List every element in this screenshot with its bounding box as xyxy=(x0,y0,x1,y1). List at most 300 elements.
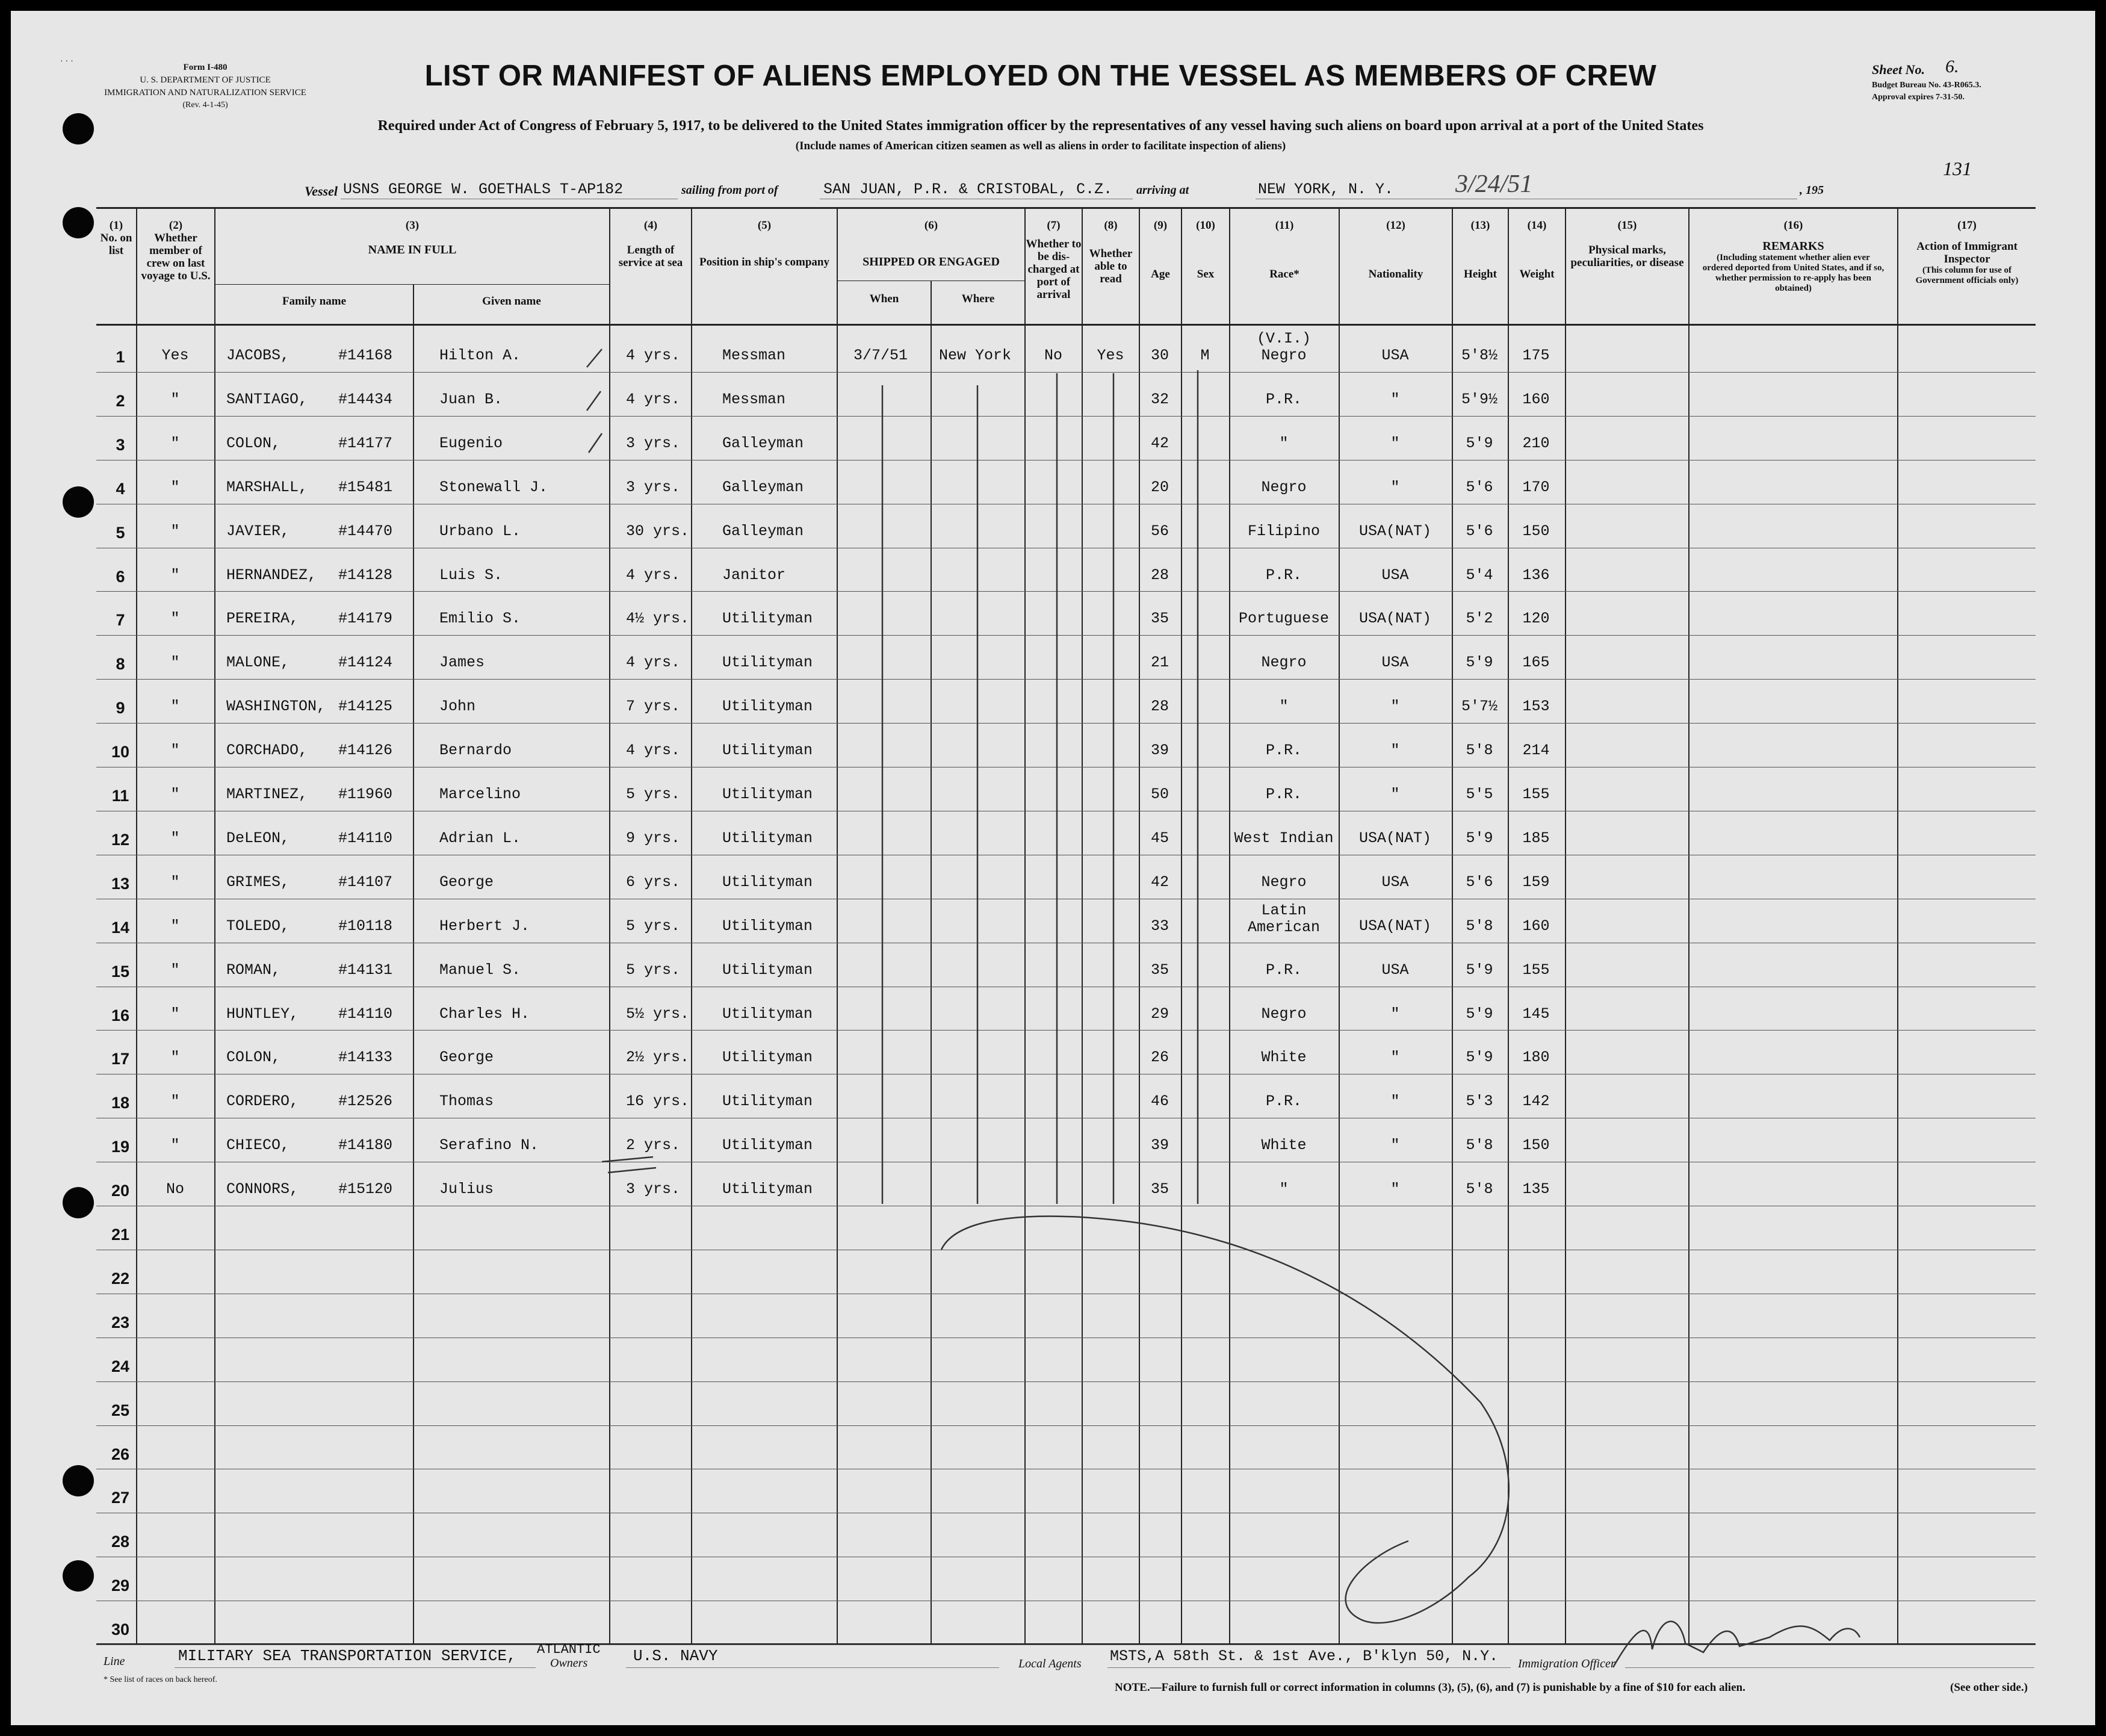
budget-bureau: Budget Bureau No. 43-R065.3. xyxy=(1872,81,1981,90)
cell-nationality: " xyxy=(1390,1180,1400,1198)
cell-given: George xyxy=(439,873,494,891)
cell-height: 5'9 xyxy=(1466,1005,1493,1023)
owners-value: U.S. NAVY xyxy=(633,1647,718,1665)
cell-family: WASHINGTON, xyxy=(226,698,326,716)
cell-num: #14470 xyxy=(338,522,393,540)
cell-position: Utilityman xyxy=(722,698,813,716)
cell-weight: 153 xyxy=(1522,698,1550,716)
cell-race: P.R. xyxy=(1265,742,1302,760)
cell-height: 5'8 xyxy=(1466,917,1493,935)
cell-discharged: No xyxy=(1044,347,1063,364)
form-number: Form I-480 xyxy=(183,63,228,72)
row-number: 8 xyxy=(116,655,125,674)
cell-nationality: USA xyxy=(1381,654,1409,672)
cell-family: CHIECO, xyxy=(226,1136,290,1155)
cell-family: PEREIRA, xyxy=(226,610,299,628)
cell-position: Utilityman xyxy=(722,1005,813,1023)
cell-height: 5'9 xyxy=(1466,829,1493,847)
cell-family: ROMAN, xyxy=(226,961,281,979)
cell-num: #14110 xyxy=(338,1005,393,1023)
cell-given: Adrian L. xyxy=(439,829,521,847)
void-loop xyxy=(941,1217,1509,1623)
cell-service: 5 yrs. xyxy=(626,786,681,803)
agents-label: Local Agents xyxy=(1018,1657,1082,1670)
cell-height: 5'9 xyxy=(1466,1049,1493,1067)
arrival-date: 3/24/51 xyxy=(1455,170,1533,198)
cell-position: Utilityman xyxy=(722,829,813,847)
cell-weight: 150 xyxy=(1522,522,1550,540)
cell-service: 4 yrs. xyxy=(626,347,681,364)
cell-race-note: (V.I.) xyxy=(1256,330,1312,347)
officer-label: Immigration Officer xyxy=(1518,1657,1615,1670)
cell-member: " xyxy=(170,654,180,672)
cell-race: Negro xyxy=(1261,1005,1307,1023)
stamp-number: 131 xyxy=(1943,158,1972,179)
cell-given: Hilton A. xyxy=(439,347,521,364)
cell-age: 46 xyxy=(1150,1093,1169,1111)
col2-header: (2) Whether member of crew on last voyage to U.S. xyxy=(141,219,211,282)
cell-nationality: " xyxy=(1390,434,1400,452)
cell-height: 5'8½ xyxy=(1461,347,1498,364)
cell-nationality: " xyxy=(1390,1093,1400,1111)
cell-position: Utilityman xyxy=(722,786,813,803)
cell-family: COLON, xyxy=(226,1049,281,1067)
cell-sex: M xyxy=(1200,347,1210,364)
cell-member: " xyxy=(170,434,180,452)
cell-race: " xyxy=(1279,698,1289,716)
cell-position: Utilityman xyxy=(722,654,813,672)
cell-member: " xyxy=(170,742,180,760)
col11-header: (11) Race* xyxy=(1269,219,1299,281)
cell-given: Urbano L. xyxy=(439,522,521,540)
sailing-port: SAN JUAN, P.R. & CRISTOBAL, C.Z. xyxy=(823,181,1113,198)
line-label: Line xyxy=(104,1655,125,1668)
cell-nationality: " xyxy=(1390,1049,1400,1067)
cell-given: Eugenio xyxy=(439,434,503,452)
sailing-label: sailing from port of xyxy=(681,184,778,197)
cell-height: 5'8 xyxy=(1466,1180,1493,1198)
row-number: 17 xyxy=(111,1050,130,1068)
cell-weight: 175 xyxy=(1522,347,1550,364)
cell-nationality: USA(NAT) xyxy=(1358,522,1432,540)
cell-service: 16 yrs. xyxy=(626,1093,690,1111)
cell-nationality: USA(NAT) xyxy=(1358,610,1432,628)
signature-icon xyxy=(1613,1622,1860,1667)
subtitle-note: (Include names of American citizen seamen as well as aliens in order to facilitate inspection of aliens) xyxy=(795,140,1286,152)
cell-family: SANTIAGO, xyxy=(226,390,308,408)
cell-position: Utilityman xyxy=(722,1049,813,1067)
cell-race: Latin American xyxy=(1247,901,1321,936)
cell-height: 5'5 xyxy=(1466,786,1493,803)
cell-num: #14107 xyxy=(338,873,393,891)
cell-weight: 155 xyxy=(1522,786,1550,803)
cell-race: Portuguese xyxy=(1238,610,1330,628)
cell-age: 35 xyxy=(1150,1180,1169,1198)
cell-age: 39 xyxy=(1150,1136,1169,1155)
cell-race: Negro xyxy=(1261,654,1307,672)
cell-member: Yes xyxy=(161,347,189,364)
cell-family: COLON, xyxy=(226,434,281,452)
cell-position: Messman xyxy=(722,347,786,364)
cell-service: 9 yrs. xyxy=(626,829,681,847)
cell-weight: 170 xyxy=(1522,478,1550,496)
approval-expiry: Approval expires 7-31-50. xyxy=(1872,93,1965,102)
row-number: 4 xyxy=(116,479,125,498)
cell-family: JACOBS, xyxy=(226,347,290,364)
row-number: 15 xyxy=(111,962,130,981)
cell-race: P.R. xyxy=(1265,1093,1302,1111)
cell-given: James xyxy=(439,654,485,672)
cell-age: 29 xyxy=(1150,1005,1169,1023)
cell-race: Filipino xyxy=(1247,522,1321,540)
cell-service: 6 yrs. xyxy=(626,873,681,891)
cell-age: 30 xyxy=(1150,347,1169,364)
cell-weight: 210 xyxy=(1522,434,1550,452)
cell-service: 7 yrs. xyxy=(626,698,681,716)
cell-age: 42 xyxy=(1150,873,1169,891)
cell-age: 35 xyxy=(1150,961,1169,979)
cell-member: " xyxy=(170,390,180,408)
row-number: 28 xyxy=(111,1533,130,1551)
cell-weight: 136 xyxy=(1522,566,1550,584)
cell-nationality: " xyxy=(1390,742,1400,760)
col6-header: (6) SHIPPED OR ENGAGED xyxy=(863,219,1000,268)
cell-family: JAVIER, xyxy=(226,522,290,540)
cell-weight: 142 xyxy=(1522,1093,1550,1111)
row-number: 19 xyxy=(111,1138,130,1156)
cell-member: No xyxy=(166,1180,185,1198)
cell-race: P.R. xyxy=(1265,786,1302,803)
row-number: 14 xyxy=(111,918,130,937)
cell-service: 30 yrs. xyxy=(626,522,690,540)
cell-race: " xyxy=(1279,434,1289,452)
row-number: 24 xyxy=(111,1357,130,1375)
page-title: LIST OR MANIFEST OF ALIENS EMPLOYED ON THE VESSEL AS MEMBERS OF CREW xyxy=(424,60,1657,92)
cell-family: CORDERO, xyxy=(226,1093,299,1111)
cell-member: " xyxy=(170,829,180,847)
cell-position: Utilityman xyxy=(722,1180,813,1198)
cell-num: #14168 xyxy=(338,347,393,364)
cell-member: " xyxy=(170,961,180,979)
cell-num: #14434 xyxy=(338,390,393,408)
cell-age: 26 xyxy=(1150,1049,1169,1067)
cell-age: 21 xyxy=(1150,654,1169,672)
cell-given: John xyxy=(439,698,476,716)
row-number: 3 xyxy=(116,435,125,454)
vessel-label: Vessel xyxy=(305,184,338,199)
cell-position: Messman xyxy=(722,390,786,408)
cell-num: #14180 xyxy=(338,1136,393,1155)
col12-header: (12) Nationality xyxy=(1368,219,1423,281)
cell-nationality: " xyxy=(1390,786,1400,803)
row-number: 23 xyxy=(111,1313,130,1331)
cell-num: #14110 xyxy=(338,829,393,847)
cell-position: Utilityman xyxy=(722,610,813,628)
col7-header: (7) Whether to be dis-charged at port of arrival xyxy=(1026,219,1082,301)
row-number: 16 xyxy=(111,1006,130,1025)
row-number: 12 xyxy=(111,830,130,849)
cell-height: 5'6 xyxy=(1466,873,1493,891)
cell-age: 32 xyxy=(1150,390,1169,408)
cell-height: 5'3 xyxy=(1466,1093,1493,1111)
sheet-number: 6. xyxy=(1945,57,1959,76)
cell-given: Stonewall J. xyxy=(439,478,548,496)
cell-family: CORCHADO, xyxy=(226,742,308,760)
row-number: 21 xyxy=(111,1226,130,1244)
cell-service: 3 yrs. xyxy=(626,434,681,452)
corner-mark: · · · xyxy=(60,55,73,65)
cell-position: Utilityman xyxy=(722,961,813,979)
cell-race: Negro xyxy=(1261,347,1307,364)
cell-given: Luis S. xyxy=(439,566,503,584)
cell-weight: 214 xyxy=(1522,742,1550,760)
row-number: 29 xyxy=(111,1576,130,1595)
subtitle: Required under Act of Congress of February 5, 1917, to be delivered to the United States immigration officer by the representatives of any vessel having such aliens on board upon arrival at a port of the United States xyxy=(377,118,1704,134)
races-footnote: * See list of races on back hereof. xyxy=(104,1675,217,1684)
cell-member: " xyxy=(170,1005,180,1023)
row-number: 30 xyxy=(111,1620,130,1639)
cell-num: #10118 xyxy=(338,917,393,935)
check-mark xyxy=(589,433,602,453)
cell-weight: 180 xyxy=(1522,1049,1550,1067)
cell-race: Negro xyxy=(1261,873,1307,891)
owner-prefix: ATLANTIC xyxy=(537,1642,601,1657)
col9-header: (9) Age xyxy=(1151,219,1170,281)
cell-age: 42 xyxy=(1150,434,1169,452)
cell-weight: 155 xyxy=(1522,961,1550,979)
cell-race: P.R. xyxy=(1265,390,1302,408)
col15-header: (15) Physical marks, peculiarities, or disease xyxy=(1570,219,1684,269)
cell-age: 28 xyxy=(1150,566,1169,584)
cell-position: Utilityman xyxy=(722,1136,813,1155)
col17-header: (17) Action of Immigrant Inspector (This column for use of Government officials only) xyxy=(1915,219,2019,285)
row-number: 11 xyxy=(111,787,129,805)
given-name-header: Given name xyxy=(482,295,541,308)
row-number: 9 xyxy=(116,699,125,718)
row-number: 5 xyxy=(116,523,125,542)
cell-num: #15481 xyxy=(338,478,393,496)
cell-weight: 159 xyxy=(1522,873,1550,891)
cell-age: 39 xyxy=(1150,742,1169,760)
row-number: 20 xyxy=(111,1182,130,1200)
cell-service: 3 yrs. xyxy=(626,478,681,496)
line-value: MILITARY SEA TRANSPORTATION SERVICE, xyxy=(178,1647,516,1665)
col10-header: (10) Sex xyxy=(1196,219,1215,281)
cell-race: West Indian xyxy=(1234,829,1334,847)
cell-height: 5'9 xyxy=(1466,961,1493,979)
cell-family: MARSHALL, xyxy=(226,478,308,496)
cell-family: MALONE, xyxy=(226,654,290,672)
cell-num: #12526 xyxy=(338,1093,393,1111)
cell-service: 4 yrs. xyxy=(626,390,681,408)
row-number: 25 xyxy=(111,1401,130,1419)
arrival-port: NEW YORK, N. Y. xyxy=(1258,181,1394,198)
cell-num: #14131 xyxy=(338,961,393,979)
cell-age: 50 xyxy=(1150,786,1169,803)
cell-given: Emilio S. xyxy=(439,610,521,628)
cell-height: 5'9½ xyxy=(1461,390,1498,408)
cell-member: " xyxy=(170,1049,180,1067)
cell-given: George xyxy=(439,1049,494,1067)
owners-label: Owners xyxy=(550,1657,588,1670)
row-number: 18 xyxy=(111,1094,130,1112)
cell-race: P.R. xyxy=(1265,961,1302,979)
cell-age: 35 xyxy=(1150,610,1169,628)
check-mark xyxy=(587,391,601,411)
cell-given: Serafino N. xyxy=(439,1136,539,1155)
col8-header: (8) Whether able to read xyxy=(1089,219,1133,285)
cell-weight: 160 xyxy=(1522,917,1550,935)
cell-member: " xyxy=(170,786,180,803)
cell-position: Utilityman xyxy=(722,917,813,935)
cell-race: White xyxy=(1261,1136,1307,1155)
cell-service: 4 yrs. xyxy=(626,566,681,584)
cell-nationality: " xyxy=(1390,1136,1400,1155)
cell-height: 5'6 xyxy=(1466,522,1493,540)
cell-nationality: USA xyxy=(1381,961,1409,979)
cell-service: 4 yrs. xyxy=(626,742,681,760)
col1-header: (1) No. on list xyxy=(100,219,132,257)
cell-given: Marcelino xyxy=(439,786,521,803)
col4-header: (4) Length of service at sea xyxy=(618,219,683,269)
cell-member: " xyxy=(170,522,180,540)
cell-service: 4 yrs. xyxy=(626,654,681,672)
cell-family: HUNTLEY, xyxy=(226,1005,299,1023)
cell-race: Negro xyxy=(1261,478,1307,496)
row-number: 22 xyxy=(111,1269,130,1288)
cell-num: #14126 xyxy=(338,742,393,760)
row-number: 6 xyxy=(116,567,125,586)
cell-member: " xyxy=(170,873,180,891)
check-mark xyxy=(587,349,602,367)
row-number: 7 xyxy=(116,611,125,630)
cell-service: 3 yrs. xyxy=(626,1180,681,1198)
cell-nationality: " xyxy=(1390,478,1400,496)
cell-service: 2 yrs. xyxy=(626,1136,681,1155)
cell-weight: 135 xyxy=(1522,1180,1550,1198)
cell-weight: 185 xyxy=(1522,829,1550,847)
vessel-name: USNS GEORGE W. GOETHALS T-AP182 xyxy=(343,181,624,198)
cell-given: Julius xyxy=(439,1180,494,1198)
where-header: Where xyxy=(961,293,995,305)
check-mark xyxy=(602,1157,653,1162)
arriving-label: arriving at xyxy=(1136,184,1189,197)
cell-race: " xyxy=(1279,1180,1289,1198)
when-header: When xyxy=(869,293,899,305)
col5-header: (5) Position in ship's company xyxy=(699,219,829,268)
cell-height: 5'4 xyxy=(1466,566,1493,584)
cell-height: 5'7½ xyxy=(1461,698,1498,716)
cell-member: " xyxy=(170,698,180,716)
see-other-side: (See other side.) xyxy=(1950,1681,2028,1694)
cell-nationality: " xyxy=(1390,1005,1400,1023)
cell-num: #14125 xyxy=(338,698,393,716)
cell-member: " xyxy=(170,1136,180,1155)
cell-position: Galleyman xyxy=(722,522,804,540)
cell-height: 5'2 xyxy=(1466,610,1493,628)
cell-position: Utilityman xyxy=(722,742,813,760)
cell-num: #14133 xyxy=(338,1049,393,1067)
row-number: 13 xyxy=(111,874,130,893)
cell-service: 5½ yrs. xyxy=(626,1005,690,1023)
row-number: 26 xyxy=(111,1445,130,1463)
family-name-header: Family name xyxy=(282,295,347,308)
cell-family: CONNORS, xyxy=(226,1180,299,1198)
cell-given: Herbert J. xyxy=(439,917,530,935)
row-number: 2 xyxy=(116,391,125,410)
check-mark xyxy=(608,1168,656,1173)
cell-position: Galleyman xyxy=(722,434,804,452)
cell-family: HERNANDEZ, xyxy=(226,566,317,584)
cell-position: Janitor xyxy=(722,566,786,584)
cell-race: P.R. xyxy=(1265,566,1302,584)
cell-family: TOLEDO, xyxy=(226,917,290,935)
sheet-label: Sheet No. xyxy=(1872,62,1925,77)
cell-weight: 120 xyxy=(1522,610,1550,628)
cell-service: 4½ yrs. xyxy=(626,610,690,628)
cell-age: 45 xyxy=(1150,829,1169,847)
penalty-note: NOTE.—Failure to furnish full or correct information in columns (3), (5), (6), and (7) is punishable by a fine of $10 for each alien. xyxy=(1115,1681,1745,1694)
agents-value: MSTS,A 58th St. & 1st Ave., B'klyn 50, N.Y. xyxy=(1110,1648,1499,1665)
year-label: , 195 xyxy=(1800,184,1824,197)
col16-header: (16) REMARKS (Including statement whether alien ever ordered deported from United States, and if so, whether permission to re-apply has been obtained) xyxy=(1702,219,1885,293)
cell-age: 33 xyxy=(1150,917,1169,935)
cell-family: MARTINEZ, xyxy=(226,786,308,803)
cell-num: #11960 xyxy=(338,786,393,803)
cell-weight: 150 xyxy=(1522,1136,1550,1155)
cell-when: 3/7/51 xyxy=(853,347,908,364)
cell-age: 28 xyxy=(1150,698,1169,716)
cell-service: 5 yrs. xyxy=(626,917,681,935)
cell-family: GRIMES, xyxy=(226,873,290,891)
col13-header: (13) Height xyxy=(1464,219,1497,281)
cell-given: Charles H. xyxy=(439,1005,530,1023)
cell-race: White xyxy=(1261,1049,1307,1067)
cell-given: Thomas xyxy=(439,1093,494,1111)
cell-num: #14177 xyxy=(338,434,393,452)
cell-member: " xyxy=(170,478,180,496)
col3-header: (3) NAME IN FULL xyxy=(368,219,457,256)
department-name: U. S. DEPARTMENT OF JUSTICE xyxy=(140,75,271,85)
cell-member: " xyxy=(170,1093,180,1111)
cell-nationality: USA xyxy=(1381,347,1409,364)
service-name: IMMIGRATION AND NATURALIZATION SERVICE xyxy=(104,88,306,98)
cell-nationality: " xyxy=(1390,698,1400,716)
cell-given: Bernardo xyxy=(439,742,512,760)
cell-height: 5'9 xyxy=(1466,434,1493,452)
cell-nationality: USA xyxy=(1381,566,1409,584)
cell-num: #14124 xyxy=(338,654,393,672)
cell-num: #14179 xyxy=(338,610,393,628)
cell-num: #15120 xyxy=(338,1180,393,1198)
cell-position: Galleyman xyxy=(722,478,804,496)
cell-num: #14128 xyxy=(338,566,393,584)
cell-weight: 165 xyxy=(1522,654,1550,672)
col14-header: (14) Weight xyxy=(1519,219,1555,281)
cell-service: 5 yrs. xyxy=(626,961,681,979)
cell-nationality: USA(NAT) xyxy=(1358,829,1432,847)
row-number: 10 xyxy=(111,743,130,761)
cell-member: " xyxy=(170,917,180,935)
cell-service: 2½ yrs. xyxy=(626,1049,690,1067)
cell-given: Juan B. xyxy=(439,390,503,408)
row-number: 1 xyxy=(116,348,125,366)
cell-read: Yes xyxy=(1097,347,1124,364)
cell-nationality: USA(NAT) xyxy=(1358,917,1432,935)
cell-member: " xyxy=(170,610,180,628)
cell-family: DeLEON, xyxy=(226,829,290,847)
cell-nationality: USA xyxy=(1381,873,1409,891)
